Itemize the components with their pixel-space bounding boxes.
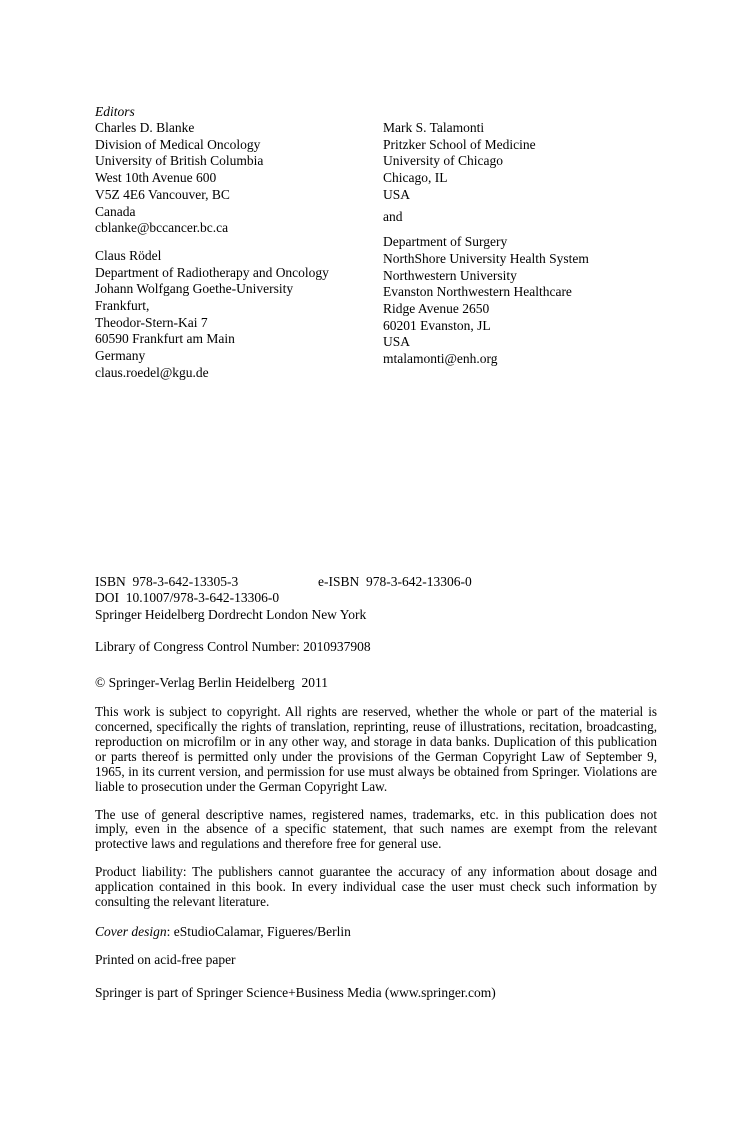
editor-block-talamonti-primary xyxy=(383,120,657,204)
product-liability-paragraph: Product liability: The publishers cannot guarantee the accuracy of any information about dosage and application contained in this book. In every individual case the user must check such information by consulting the relevant literature. xyxy=(95,864,657,910)
cover-design-label: Cover design xyxy=(95,923,167,939)
isbn-print: ISBN 978-3-642-13305-3 xyxy=(95,573,239,589)
editor-block-talamonti-secondary xyxy=(383,234,657,368)
doi-line: DOI 10.1007/978-3-642-13306-0 xyxy=(95,590,280,606)
address-line: Johann Wolfgang Goethe-University xyxy=(95,281,294,297)
imprint-section xyxy=(95,574,657,1003)
address-line: Northwestern University xyxy=(383,267,517,283)
address-line: Frankfurt, xyxy=(95,298,150,314)
editors-heading: Editors xyxy=(95,104,135,119)
address-line: claus.roedel@kgu.de xyxy=(95,364,209,380)
copyright-legal-paragraph: This work is subject to copyright. All rights are reserved, whether the whole or part of the material is concerned, specifically the rights of translation, reprinting, reuse of illustrations, recitation, broadcasting, reproduction on microfilm or in any other way, and storage in data banks. Duplication of this publication or parts thereof is permitted only under the provisions of the German Copyright Law of September 9, 1965, in its current version, and permission for use must always be obtained from Springer. Violations are liable to prosecution under the German Copyright Law. xyxy=(95,704,657,794)
address-line: Mark S. Talamonti xyxy=(383,120,485,135)
address-line: cblanke@bccancer.bc.ca xyxy=(95,220,229,236)
address-line: Claus Rödel xyxy=(95,247,162,263)
acid-free-paper-line: Printed on acid-free paper xyxy=(95,951,236,967)
address-line: University of British Columbia xyxy=(95,153,264,169)
springer-media-line: Springer is part of Springer Science+Business Media (www.springer.com) xyxy=(95,985,496,1001)
cover-design-value: : eStudioCalamar, Figueres/Berlin xyxy=(166,923,351,939)
address-line: Department of Radiotherapy and Oncology xyxy=(95,264,329,280)
editors-column-left xyxy=(95,120,383,382)
address-line: NorthShore University Health System xyxy=(383,250,589,266)
address-line: Theodor-Stern-Kai 7 xyxy=(95,314,208,330)
address-line: V5Z 4E6 Vancouver, BC xyxy=(95,186,230,202)
cover-design-line xyxy=(95,924,657,941)
address-line: Charles D. Blanke xyxy=(95,120,195,135)
address-line: Ridge Avenue 2650 xyxy=(383,301,490,317)
address-line: USA xyxy=(383,334,411,350)
publisher-cities-line: Springer Heidelberg Dordrecht London New York xyxy=(95,606,367,622)
affiliation-connector: and xyxy=(383,208,403,224)
address-line: Germany xyxy=(95,348,146,364)
address-line: 60201 Evanston, JL xyxy=(383,317,491,333)
editor-block-blanke xyxy=(95,120,383,237)
isbn-electronic: e-ISBN 978-3-642-13306-0 xyxy=(318,573,472,589)
address-line: Chicago, IL xyxy=(383,170,448,186)
address-line: West 10th Avenue 600 xyxy=(95,170,217,186)
address-line: University of Chicago xyxy=(383,153,503,169)
address-line: 60590 Frankfurt am Main xyxy=(95,331,235,347)
address-line: USA xyxy=(383,186,411,202)
address-line: Department of Surgery xyxy=(383,234,508,250)
address-line: Evanston Northwestern Healthcare xyxy=(383,284,572,300)
copyright-notice-line: © Springer-Verlag Berlin Heidelberg 2011 xyxy=(95,675,329,691)
editors-column-right xyxy=(383,120,657,382)
address-line: mtalamonti@enh.org xyxy=(383,351,498,367)
address-line: Canada xyxy=(95,203,136,219)
address-line: Division of Medical Oncology xyxy=(95,136,261,152)
descriptive-names-paragraph: The use of general descriptive names, registered names, trademarks, etc. in this publication does not imply, even in the absence of a specific statement, that such names are exempt from the relevant protective laws and regulations and therefore free for general use. xyxy=(95,806,657,852)
library-of-congress-line: Library of Congress Control Number: 2010937908 xyxy=(95,638,371,654)
address-line: Pritzker School of Medicine xyxy=(383,136,536,152)
editors-section xyxy=(95,120,657,382)
editor-block-roedel xyxy=(95,248,383,382)
isbn-line xyxy=(95,574,657,591)
